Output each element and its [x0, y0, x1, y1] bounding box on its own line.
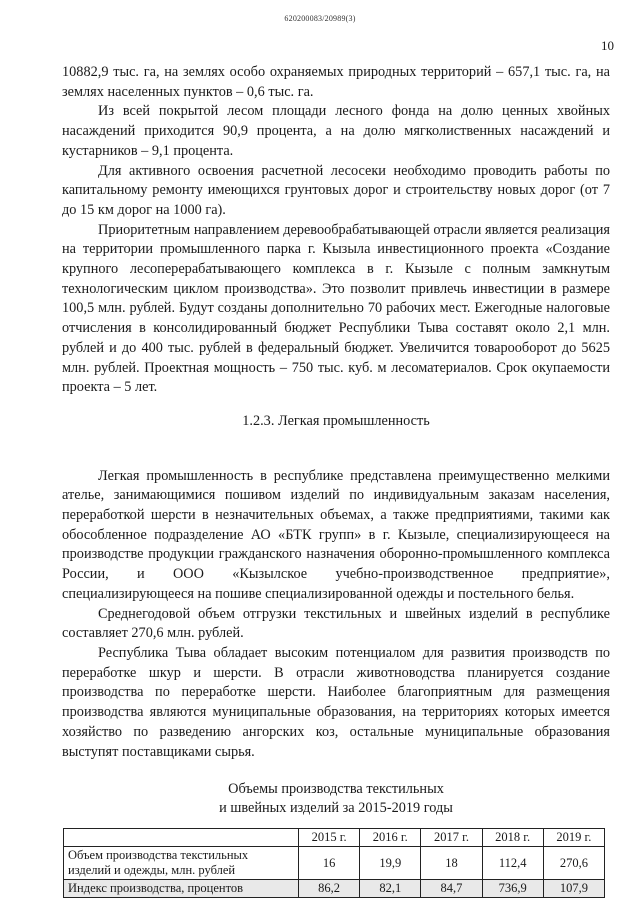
table-header-cell: 2017 г.: [421, 829, 482, 847]
production-table: [63, 828, 605, 898]
table-header-row: [64, 829, 605, 847]
table-cell: 19,9: [360, 847, 421, 880]
row-label: Объем производства текстильных изделий и одежды, млн. рублей: [64, 847, 299, 880]
paragraph: Приоритетным направлением деревообрабатывающей отрасли является реализация на территории промышленного парка г. Кызыла инвестиционного проекта «Создание крупного лесоперерабатывающего комплекса в г. Кызыле с полным замкнутым технологическим циклом производства». Это позволит привлечь инвестиции в размере 100,5 млн. рублей. Будут созданы дополнительно 70 рабочих мест. Ежегодные налоговые отчисления в консолидированный бюджет Республики Тыва составят около 2,1 млн. рублей и до 400 тыс. рублей в федеральный бюджет. Увеличится товарооборот до 5625 млн. рублей. Проектная мощность – 750 тыс. куб. м лесоматериалов. Срок окупаемости проекта – 5 лет.: [62, 221, 610, 396]
table-header-cell: 2016 г.: [360, 829, 421, 847]
table-cell: 18: [421, 847, 482, 880]
table-header-cell: 2018 г.: [482, 829, 543, 847]
row-label: Индекс производства, процентов: [64, 880, 299, 898]
table-cell: 270,6: [543, 847, 604, 880]
table-cell: 107,9: [543, 880, 604, 898]
page-number: 10: [601, 38, 614, 53]
paragraph: 10882,9 тыс. га, на землях особо охраняемых природных территорий – 657,1 тыс. га, на землях населенных пунктов – 0,6 тыс. га.: [62, 64, 610, 100]
table-cell: 16: [299, 847, 360, 880]
table-title-line: и швейных изделий за 2015-2019 годы: [219, 800, 453, 817]
table-title-line: Объемы производства текстильных: [228, 781, 444, 798]
paragraph: Легкая промышленность в республике представлена преимущественно мелкими ателье, занимающимися пошивом изделий по индивидуальным заказам населения, переработкой шерсти в незначительных объемах, а также предприятиями, такими как обособленное подразделение АО «БТК групп» в г. Кызыле, специализирующееся на производстве продукции гражданского назначения оборонно-промышленного комплекса России, и ООО «Кызылское учебно-производственное предприятие», специализирующееся на пошиве специализированной одежды и постельного белья.: [62, 467, 610, 602]
document-id: 620200083/20989(3): [284, 14, 356, 23]
table-cell: 736,9: [482, 880, 543, 898]
table-title: [62, 780, 610, 818]
table-header-cell: 2019 г.: [543, 829, 604, 847]
table-row: [64, 847, 605, 880]
table-row: [64, 880, 605, 898]
table-cell: 86,2: [299, 880, 360, 898]
table-header-cell: 2015 г.: [299, 829, 360, 847]
paragraph: Из всей покрытой лесом площади лесного фонда на долю ценных хвойных насаждений приходится 90,9 процента, а на долю мягколиственных насаждений и кустарников – 9,1 процента.: [62, 103, 610, 159]
table-cell: 112,4: [482, 847, 543, 880]
section-heading: 1.2.3. Легкая промышленность: [242, 412, 430, 429]
document-body: [62, 63, 610, 898]
paragraph: Республика Тыва обладает высоким потенциалом для развития производств по переработке шкур и шерсти. В отрасли животноводства планируется создание производства по переработке шерсти. Наиболее благоприятным для размещения производства являются муниципальные образования, на территориях которых имеется хозяйство по разведению ангорских коз, остальные муниципальные образования выступят поставщиками сырья.: [62, 644, 610, 760]
table-cell: 82,1: [360, 880, 421, 898]
table-cell: 84,7: [421, 880, 482, 898]
paragraph: Среднегодовой объем отгрузки текстильных и швейных изделий в республике составляет 270,6 млн. рублей.: [62, 605, 610, 642]
paragraph: Для активного освоения расчетной лесосеки необходимо проводить работы по капитальному ремонту имеющихся грунтовых дорог и строительству новых дорог (от 7 до 15 км дорог на 1000 га).: [62, 162, 610, 218]
table-header-cell: [64, 829, 299, 847]
